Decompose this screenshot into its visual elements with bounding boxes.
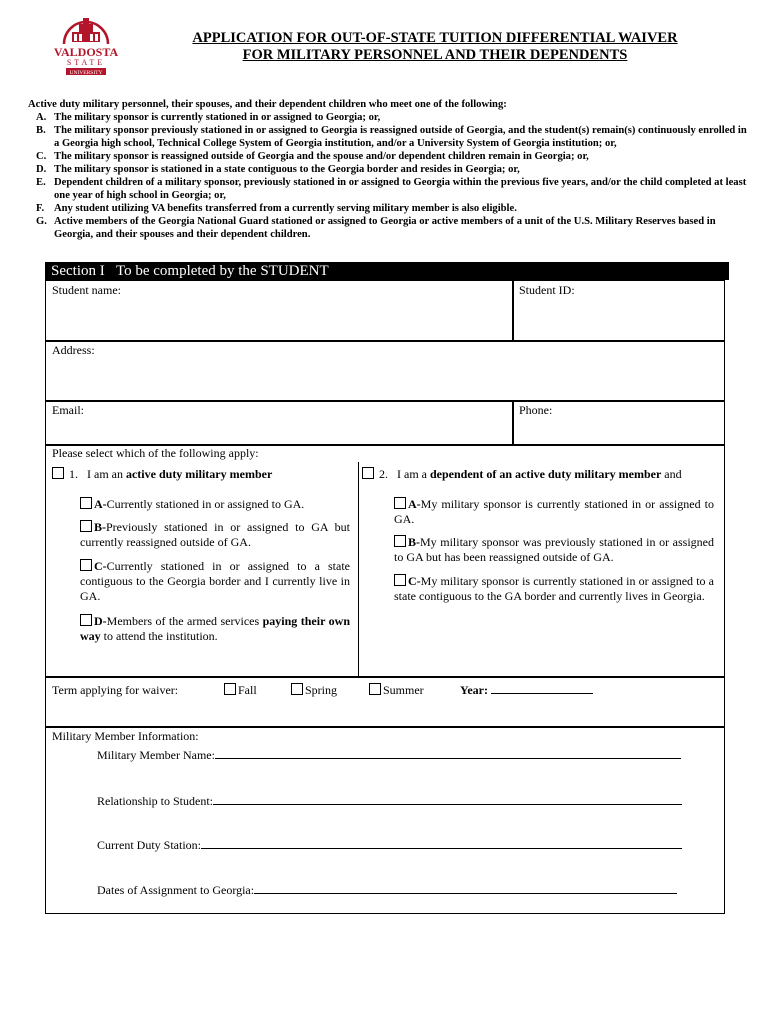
left-opt-b-text: Previously stationed in or assigned to GA but currently reassigned outside of GA. — [80, 520, 350, 549]
left-opt-b-key: B- — [94, 520, 106, 534]
relationship-line[interactable] — [213, 804, 682, 805]
form-title-line2: FOR MILITARY PERSONNEL AND THEIR DEPENDENTS — [242, 47, 628, 63]
right-opt-c-key: C- — [408, 574, 421, 588]
option-2-bold: dependent of an active duty military member — [429, 467, 662, 481]
right-opt-b — [394, 535, 714, 565]
left-opt-d-checkbox[interactable] — [80, 614, 92, 626]
form-title-line1: APPLICATION FOR OUT-OF-STATE TUITION DIFFERENTIAL WAIVER — [192, 30, 678, 46]
criterion-text: Active members of the Georgia National Guard stationed or assigned to Georgia or active members of a unit of the U.S. Military Reserves based in Georgia, and their spouses and their dependent children. — [54, 216, 716, 240]
criterion-letter: B. — [36, 125, 46, 136]
criterion-text: The military sponsor is reassigned outside of Georgia and the spouse and/or dependent children remain in Georgia; or, — [54, 151, 589, 162]
right-opt-a-text: My military sponsor is currently stationed in or assigned to GA. — [394, 497, 714, 526]
criterion-text: Any student utilizing VA benefits transferred from a currently serving military member is also eligible. — [54, 203, 517, 214]
criterion-text: The military sponsor is stationed in a state contiguous to the Georgia border and resides in Georgia; or, — [54, 164, 520, 175]
left-opt-d-text: Members of the armed services — [106, 614, 263, 628]
logo-text-state: STATE — [66, 58, 106, 67]
criterion-letter: A. — [36, 112, 47, 123]
term-fall[interactable] — [224, 683, 257, 698]
criterion-item — [28, 163, 753, 176]
phone-label: Phone: — [519, 403, 553, 417]
option-2-number: 2. — [379, 467, 388, 481]
year-label: Year: — [460, 683, 488, 697]
relationship-field[interactable] — [97, 794, 682, 809]
student-id-field[interactable] — [512, 280, 725, 342]
criterion-item — [28, 202, 753, 215]
address-field[interactable] — [45, 340, 725, 402]
left-opt-a — [80, 497, 350, 512]
student-id-label: Student ID: — [519, 283, 575, 297]
criterion-letter: D. — [36, 164, 47, 175]
criterion-text: Dependent children of a military sponsor, previously stationed in or assigned to Georgia within the previous five years, and/or the child completed at least one year of high school in Georgia; or, — [54, 177, 747, 201]
criterion-letter: F. — [36, 203, 45, 214]
phone-field[interactable] — [512, 400, 725, 446]
summer-checkbox[interactable] — [369, 683, 381, 695]
spring-label: Spring — [305, 683, 338, 697]
right-opt-b-text: My military sponsor was previously stationed in or assigned to GA but has been reassigned outside of GA. — [394, 535, 714, 564]
section-title: To be completed by the STUDENT — [116, 263, 329, 279]
term-summer[interactable] — [369, 683, 424, 698]
eligibility-intro — [28, 98, 753, 241]
logo-text-university: UNIVERSITY — [69, 70, 103, 76]
criterion-text: The military sponsor is currently stationed in or assigned to Georgia; or, — [54, 112, 381, 123]
duty-station-line[interactable] — [201, 848, 682, 849]
criteria-list — [28, 111, 753, 241]
option-2-suffix: and — [661, 467, 682, 481]
criterion-letter: E. — [36, 177, 46, 188]
right-opt-b-checkbox[interactable] — [394, 535, 406, 547]
right-opt-a-key: A- — [408, 497, 421, 511]
student-name-label: Student name: — [52, 283, 121, 297]
term-spring[interactable] — [291, 683, 337, 698]
left-opt-d-key: D- — [94, 614, 107, 628]
criterion-letter: C. — [36, 151, 47, 162]
criterion-item — [28, 111, 753, 124]
military-header: Military Member Information: — [52, 729, 199, 743]
section-header — [45, 262, 729, 280]
right-opt-a — [394, 497, 714, 527]
criterion-item — [28, 176, 753, 202]
right-opt-c-text: My military sponsor is currently stationed in or assigned to a state contiguous to the GA border and currently lives in Georgia. — [394, 574, 714, 603]
dates-assignment-label: Dates of Assignment to Georgia: — [97, 883, 255, 897]
left-opt-c — [80, 559, 350, 604]
option-2-prefix: I am a — [397, 467, 430, 481]
select-prompt: Please select which of the following apply: — [52, 446, 259, 460]
left-opt-c-checkbox[interactable] — [80, 559, 92, 571]
option-1-number: 1. — [69, 467, 78, 481]
option-1-bold: active duty military member — [125, 467, 273, 481]
left-opt-c-key: C- — [94, 559, 107, 573]
email-field[interactable] — [45, 400, 514, 446]
right-opt-c — [394, 574, 714, 604]
fall-label: Fall — [238, 683, 257, 697]
intro-text: Active duty military personnel, their spouses, and their dependent children who meet one of the following: — [28, 99, 507, 110]
fall-checkbox[interactable] — [224, 683, 236, 695]
email-label: Email: — [52, 403, 84, 417]
summer-label: Summer — [383, 683, 424, 697]
logo-text-valdosta: VALDOSTA — [53, 45, 119, 59]
left-opt-d — [80, 614, 350, 644]
criterion-item — [28, 215, 753, 241]
right-opt-a-checkbox[interactable] — [394, 497, 406, 509]
military-name-label: Military Member Name: — [97, 748, 215, 762]
duty-station-field[interactable] — [97, 838, 682, 853]
right-opt-c-checkbox[interactable] — [394, 574, 406, 586]
dates-assignment-line[interactable] — [254, 893, 677, 894]
left-opt-d-bold: paying their own way — [80, 614, 350, 643]
left-opt-c-text: Currently stationed in or assigned to a state contiguous to the Georgia border and I currently live in GA. — [80, 559, 350, 603]
address-label: Address: — [52, 343, 95, 357]
duty-station-label: Current Duty Station: — [97, 838, 201, 852]
option-1-prefix: I am an — [87, 467, 126, 481]
military-name-field[interactable] — [97, 748, 681, 763]
spring-checkbox[interactable] — [291, 683, 303, 695]
left-opt-a-checkbox[interactable] — [80, 497, 92, 509]
university-logo — [52, 10, 120, 76]
dependent-checkbox[interactable] — [362, 467, 374, 479]
criterion-item — [28, 124, 753, 150]
term-label: Term applying for waiver: — [52, 683, 179, 697]
relationship-label: Relationship to Student: — [97, 794, 213, 808]
section-number: Section I — [51, 263, 105, 279]
left-opt-d-text2: to attend the institution. — [100, 629, 218, 643]
university-seal-icon — [52, 10, 120, 76]
student-name-field[interactable] — [45, 280, 514, 342]
left-opt-b — [80, 520, 350, 550]
left-opt-b-checkbox[interactable] — [80, 520, 92, 532]
right-opt-b-key: B- — [408, 535, 420, 549]
criterion-letter: G. — [36, 216, 47, 227]
military-name-line[interactable] — [215, 758, 681, 759]
column-divider — [358, 462, 359, 676]
dates-assignment-field[interactable] — [97, 883, 677, 898]
option-dependent — [362, 467, 717, 482]
option-active-duty — [52, 467, 352, 482]
criterion-item — [28, 150, 753, 163]
criterion-text: The military sponsor previously stationed in or assigned to Georgia is reassigned outside of Georgia, and the student(s) remain(s) continuously enrolled in a Georgia high school, Technical College System of Georgia institution, and/or a University System of Georgia institution; or, — [54, 125, 747, 149]
left-opt-a-text: Currently stationed in or assigned to GA. — [106, 497, 305, 511]
active-duty-checkbox[interactable] — [52, 467, 64, 479]
year-line[interactable] — [491, 693, 593, 694]
year-field[interactable] — [460, 683, 593, 698]
left-opt-a-key: A- — [94, 497, 107, 511]
